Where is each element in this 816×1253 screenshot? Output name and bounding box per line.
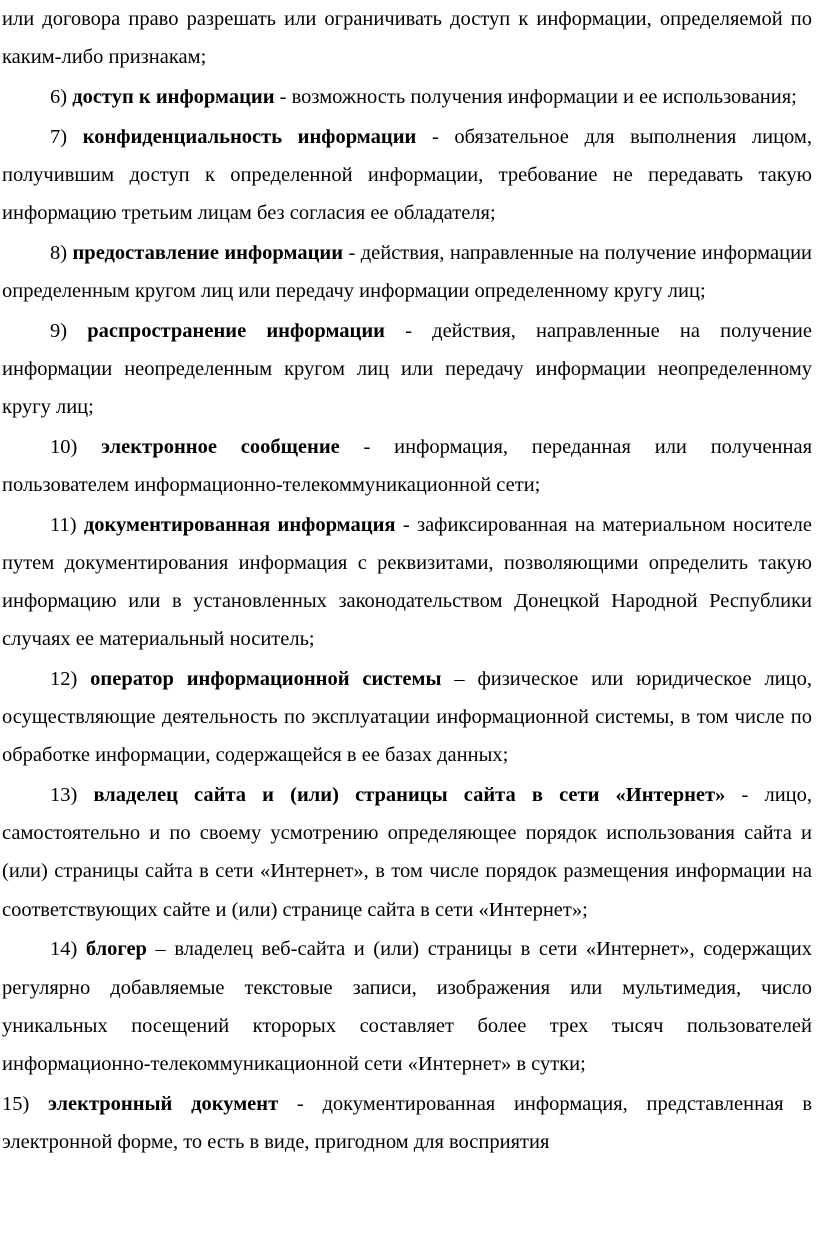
definition-13 (2, 776, 812, 929)
definition-text: - действия, направленные на получение информации неопределенным кругом лиц или передачу информации неопределенному кругу лиц; (2, 319, 812, 419)
item-number: 14) (50, 938, 86, 961)
term: распространение информации (87, 319, 385, 342)
item-number: 13) (50, 784, 94, 807)
item-number: 15) (2, 1092, 49, 1115)
definition-text: - возможность получения информации и ее использования; (274, 85, 797, 108)
item-number: 8) (50, 241, 73, 264)
item-number: 11) (50, 513, 84, 536)
definition-9 (2, 312, 812, 427)
term: доступ к информации (72, 85, 275, 108)
definition-text: - действия, направленные на получение информации определенным кругом лиц или передачу информации определенному кругу лиц; (2, 241, 813, 302)
definition-text: – физическое или юридическое лицо, осуществляющие деятельность по эксплуатации информационной системы, в том числе по обработке информации, содержащейся в ее базах данных; (2, 667, 812, 767)
definition-15 (2, 1085, 812, 1161)
item-number: 10) (50, 435, 102, 458)
definition-14 (2, 930, 812, 1083)
term: конфиденциальность информации (82, 125, 417, 148)
item-number: 7) (50, 125, 83, 148)
term: электронный документ (48, 1092, 279, 1115)
paragraph-text: или договора право разрешать или ограничивать доступ к информации, определяемой по каким-либо признакам; (2, 8, 812, 69)
definition-text: - информация, переданная или полученная пользователем информационно-телекоммуникационной сети; (2, 435, 813, 496)
definition-6 (2, 78, 812, 116)
item-number: 6) (50, 85, 73, 108)
term: владелец сайта и (или) страницы сайта в сети «Интернет» (93, 784, 726, 807)
definition-text: – владелец веб-сайта и (или) страницы в сети «Интернет», содержащих регулярно добавляемые текстовые записи, изображения или мультимедия, число уникальных посещений кторорых составляет более трех тысяч пользователей информационно-телекоммуникационной сети «Интернет» в сутки; (2, 938, 813, 1075)
definition-text: - обязательное для выполнения лицом, получившим доступ к определенной информации, требование не передавать такую информацию третьим лицам без согласия ее обладателя; (2, 125, 812, 225)
term: предоставление информации (72, 241, 344, 264)
item-number: 9) (50, 319, 88, 342)
definition-7 (2, 118, 812, 233)
definition-text: - документированная информация, представленная в электронной форме, то есть в виде, пригодном для восприятия (2, 1092, 812, 1153)
definition-text: - зафиксированная на материальном носителе путем документирования информация с реквизитами, позволяющими определить такую информацию или в установленных законодательством Донецкой Народной Республики случаях ее материальный носитель; (2, 513, 812, 651)
term: блогер (85, 938, 147, 961)
term: документированная информация (83, 513, 396, 536)
definition-10 (2, 428, 812, 504)
paragraph-continuation (2, 0, 812, 76)
term: оператор информационной системы (90, 667, 442, 690)
definition-8 (2, 234, 812, 310)
definition-11 (2, 506, 812, 659)
term: электронное сообщение (101, 435, 340, 458)
definition-12 (2, 660, 812, 775)
item-number: 12) (50, 667, 91, 690)
definition-text: - лицо, самостоятельно и по своему усмотрению определяющее порядок использования сайта и (или) страницы сайта в сети «Интернет», в том числе порядок размещения информации на соответствующих сайте и (или) странице сайта в сети «Интернет»; (2, 784, 813, 921)
document-page (2, 0, 812, 1161)
